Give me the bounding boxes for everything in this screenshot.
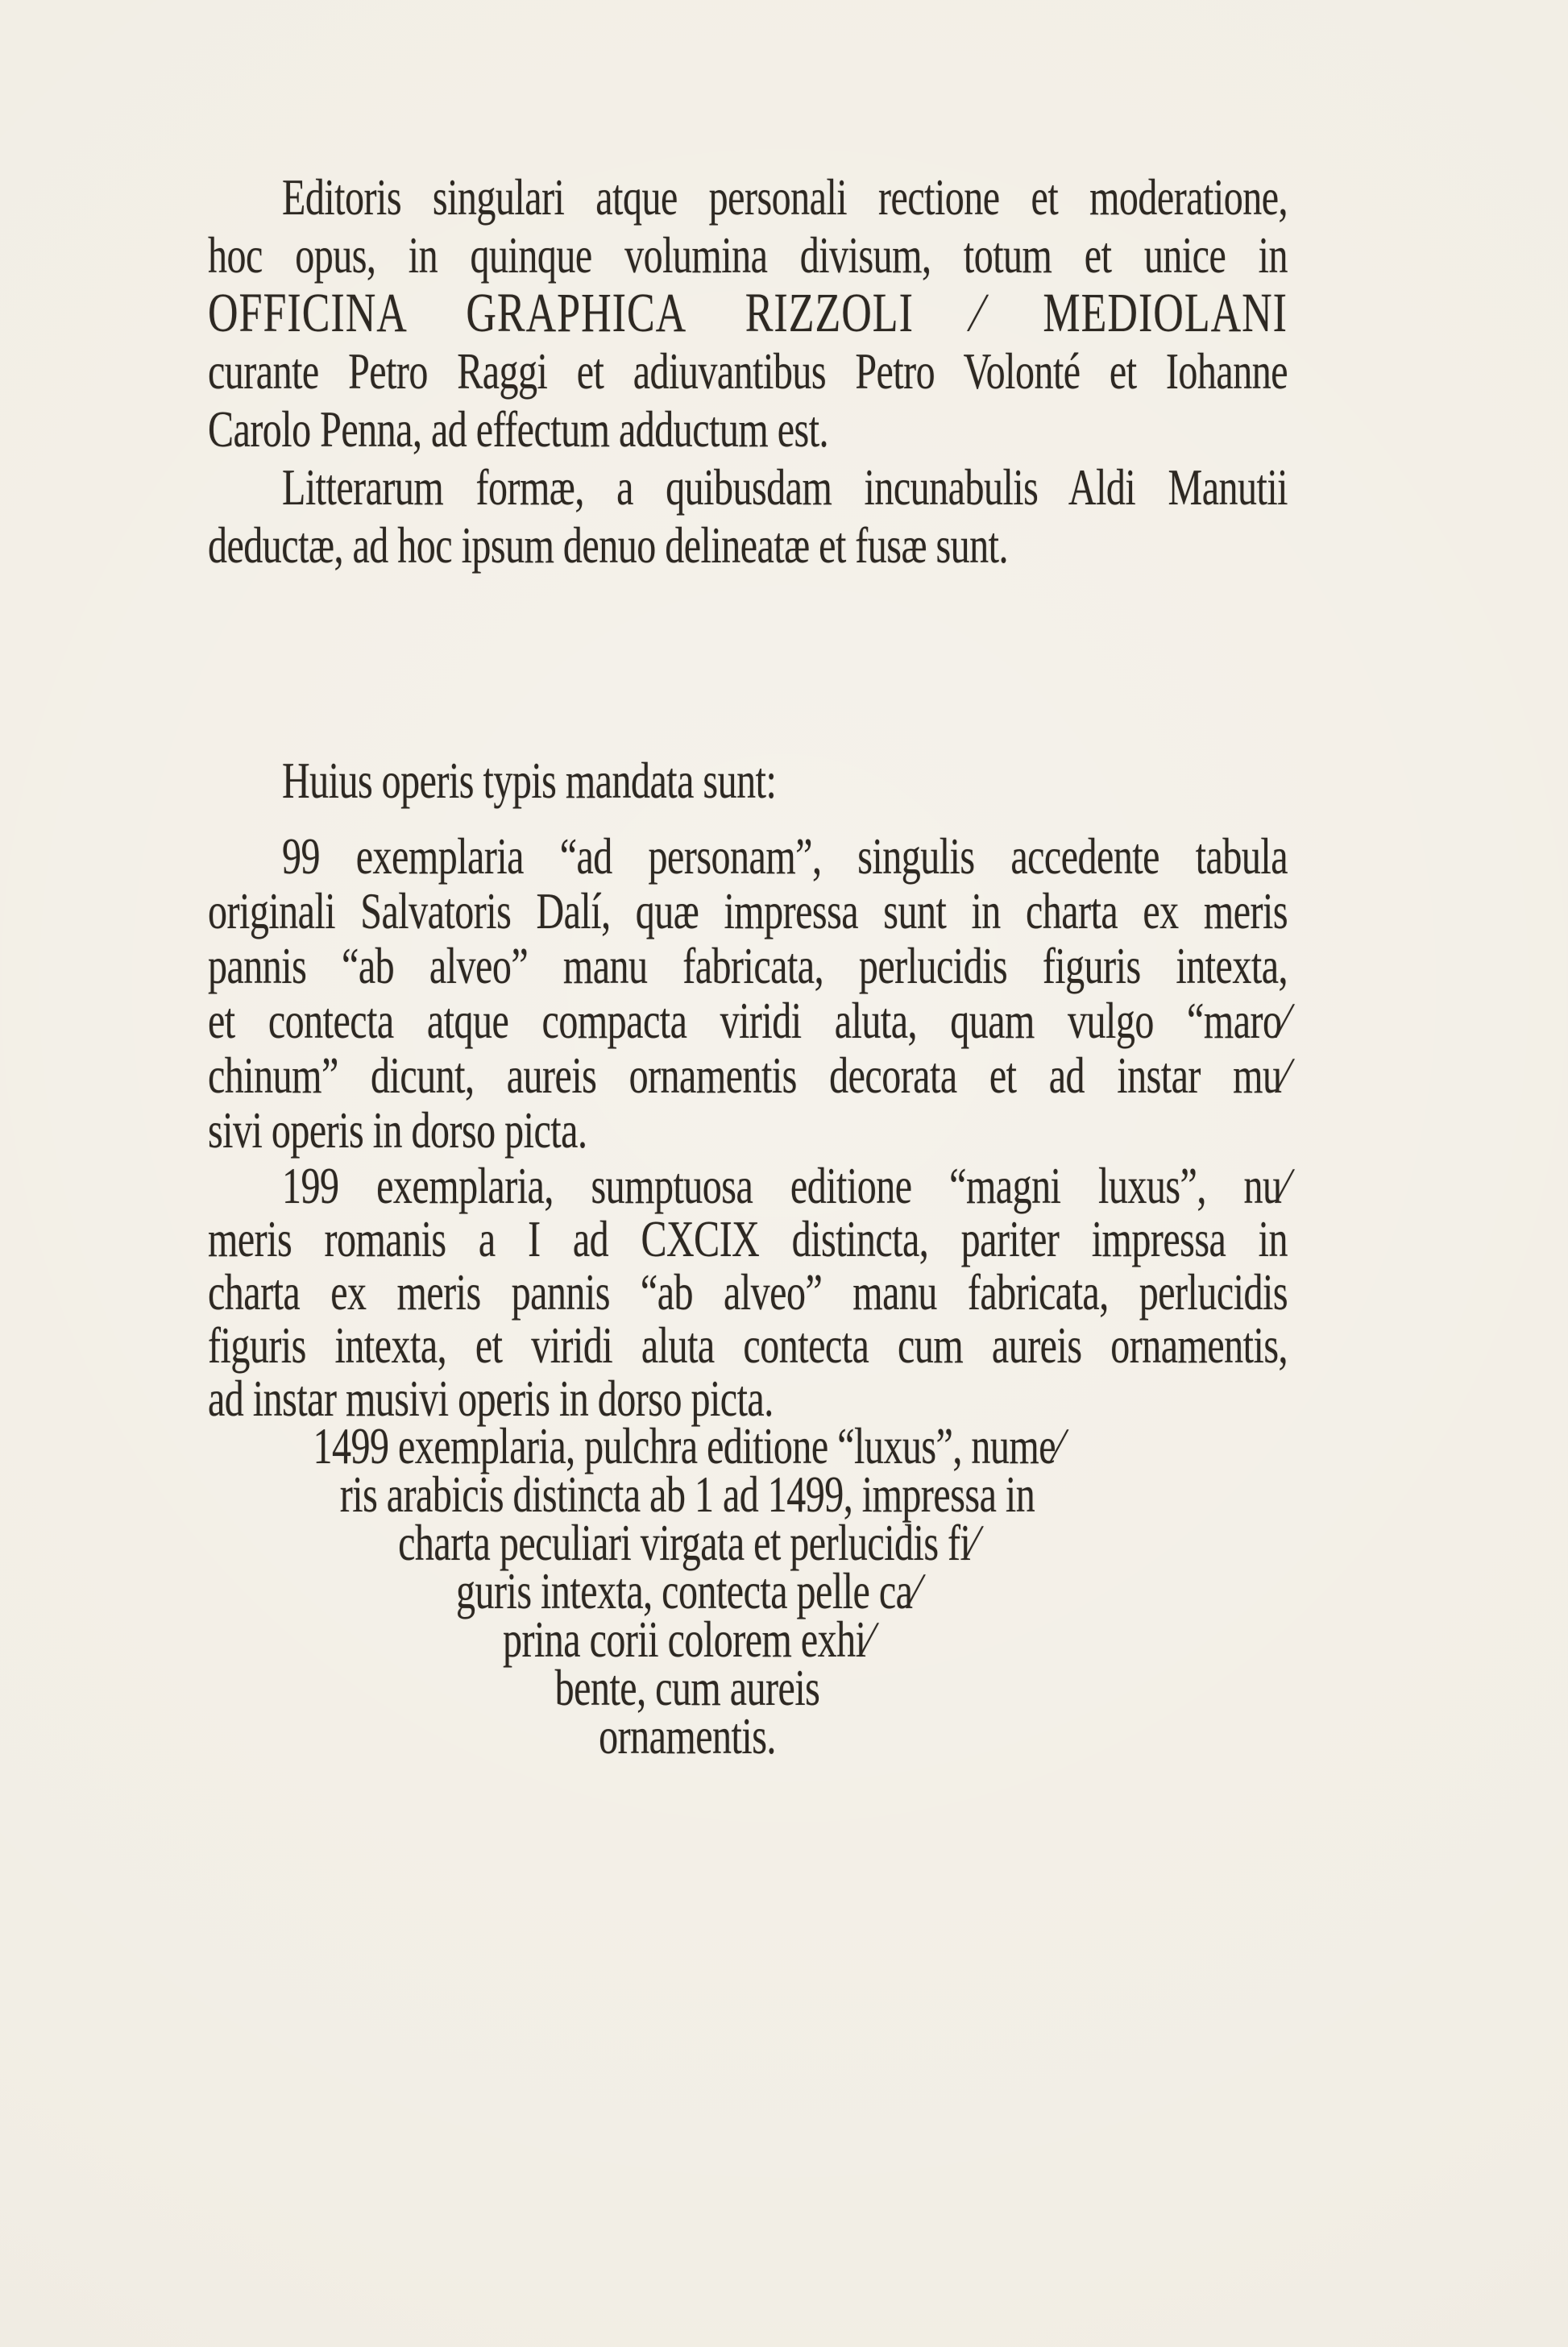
text-line: et contecta atque compacta viridi aluta, quam vulgo “maro⁄ bbox=[208, 993, 1288, 1050]
text-line: Carolo Penna, ad effectum adductum est. bbox=[208, 401, 829, 458]
text-line: 1499 exemplaria, pulchra editione “luxus”, nume⁄ bbox=[313, 1418, 1062, 1475]
text-line: Litterarum formæ, a quibusdam incunabulis Aldi Manutii bbox=[282, 459, 1288, 516]
text-line: prina corii colorem exhi⁄ bbox=[502, 1611, 872, 1669]
text-line: chinum” dicunt, aureis ornamentis decorata et ad instar mu⁄ bbox=[208, 1047, 1288, 1105]
text-line: Editoris singulari atque personali rectione et moderatione, bbox=[282, 169, 1288, 226]
edition-199-paragraph bbox=[208, 1160, 1288, 1426]
text-line: guris intexta, contecta pelle ca⁄ bbox=[456, 1563, 919, 1620]
text-line: 199 exemplaria, sumptuosa editione “magni luxus”, nu⁄ bbox=[282, 1158, 1288, 1215]
edition-99-paragraph bbox=[208, 830, 1288, 1159]
text-line: curante Petro Raggi et adiuvantibus Petro Volonté et Iohanne bbox=[208, 343, 1288, 400]
text-line: bente, cum aureis bbox=[554, 1660, 820, 1717]
text-line: figuris intexta, et viridi aluta contecta cum aureis ornamentis, bbox=[208, 1317, 1288, 1375]
text-line: ad instar musivi operis in dorso picta. bbox=[208, 1370, 774, 1428]
text-line: Huius operis typis mandata sunt: bbox=[282, 753, 777, 810]
text-line: charta ex meris pannis “ab alveo” manu fabricata, perlucidis bbox=[208, 1264, 1288, 1321]
text-line: charta peculiari virgata et perlucidis fi⁄ bbox=[398, 1515, 977, 1572]
text-line: pannis “ab alveo” manu fabricata, perlucidis figuris intexta, bbox=[208, 938, 1288, 995]
text-line: deductæ, ad hoc ipsum denuo delineatæ et fusæ sunt. bbox=[208, 517, 1008, 574]
production-note-paragraph bbox=[208, 169, 1288, 459]
text-line: meris romanis a I ad CXCIX distincta, pariter impressa in bbox=[208, 1211, 1288, 1268]
text-line: ornamentis. bbox=[599, 1708, 776, 1765]
text-line: originali Salvatoris Dalí, quæ impressa sunt in charta ex meris bbox=[208, 883, 1288, 940]
text-line: hoc opus, in quinque volumina divisum, totum et unice in bbox=[208, 227, 1288, 284]
edition-heading bbox=[208, 753, 1288, 811]
text-line: sivi operis in dorso picta. bbox=[208, 1102, 587, 1159]
text-line: 99 exemplaria “ad personam”, singulis accedente tabula bbox=[282, 828, 1288, 885]
edition-1499-paragraph bbox=[208, 1418, 1167, 1765]
typeface-note-paragraph bbox=[208, 459, 1288, 575]
text-line: ris arabicis distincta ab 1 ad 1499, impressa in bbox=[339, 1466, 1035, 1524]
text-line: OFFICINA GRAPHICA RIZZOLI ⁄ MEDIOLANI bbox=[208, 283, 1288, 344]
